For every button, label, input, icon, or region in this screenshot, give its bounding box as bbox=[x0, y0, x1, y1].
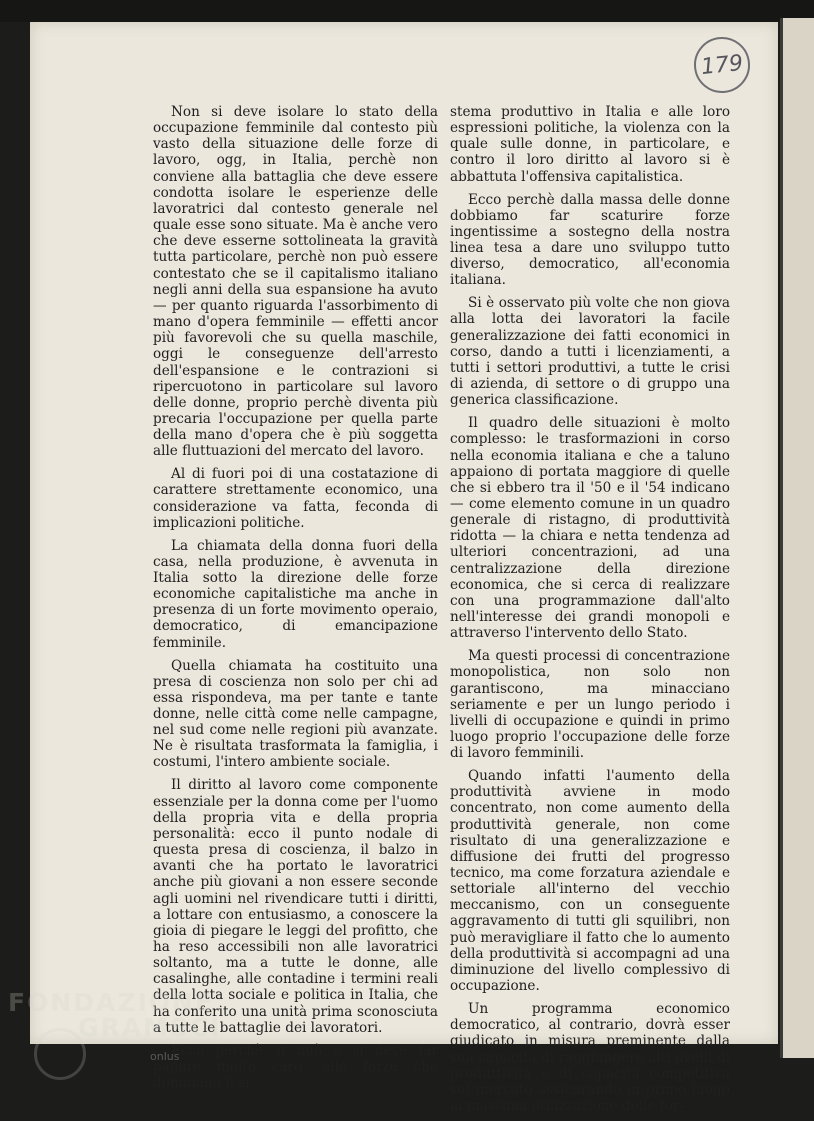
paragraph: Ecco perchè si può e si deve far pagare molto caro, alle forze che dominano il si- bbox=[153, 1042, 438, 1092]
watermark bbox=[8, 990, 222, 1040]
paragraph: Quella chiamata ha costituito una presa di coscienza non solo per chi ad essa rispondeva, ma per tante e tante donne, nelle città come nelle campagne, nel sud come nelle regioni più avanzate. Ne è risultata trasformata la famiglia, i costumi, l'intero ambiente sociale. bbox=[153, 657, 438, 771]
paragraph: Quando infatti l'aumento della produttività avviene in modo concentrato, non come aumento della produttività generale, non come risultato di una generalizzazione e diffusione dei frutti del progresso tecnico, ma come forzatura aziendale e settoriale all'interno del vecchio meccanismo, con un conseguente aggravamento di tutti gli squilibri, non può meravigliare il fatto che lo aumento della produttività si accompagni ad una diminuzione del livello complessivo di occupazione. bbox=[450, 768, 730, 995]
paragraph: Non si deve isolare lo stato della occupazione femminile dal contesto più vasto della situazione delle forze di lavoro, ogg, in Italia, perchè non conviene alla battaglia che deve essere condotta isolare le esperienze delle lavoratrici dal contesto generale nel quale esse sono situate. Ma è anche vero che deve esserne sottolineata la gravità tutta particolare, perchè non può essere contestato che se il capitalismo italiano negli anni della sua espansione ha avuto — per quanto riguarda l'assorbimento di mano d'opera femminile — effetti ancor più favorevoli che su quella maschile, oggi le conseguenze dell'arresto dell'espansione e le contrazioni si ripercuotono in particolare sul lavoro delle donne, proprio perchè diventa più precaria l'occupazione per quella parte della mano d'opera che è più soggetta alle fluttuazioni del mercato del lavoro. bbox=[153, 104, 438, 460]
scan-background bbox=[0, 0, 814, 22]
paragraph: Ecco perchè dalla massa delle donne dobbiamo far scaturire forze ingentissime a sostegno della nostra linea tesa a dare uno sviluppo tutto diverso, democratico, all'economia italiana. bbox=[450, 191, 730, 289]
paragraph: Un programma economico democratico, al contrario, dovrà esser giudicato in misura preminente dalla sua capacità di raggiungere alti livelli di produttività e di capacità competitiva sul mercato assicurando in primo luogo la massima utilizzazione delle for- bbox=[450, 1001, 730, 1114]
text-column-left bbox=[153, 104, 438, 1098]
paragraph: Il quadro delle situazioni è molto complesso: le trasformazioni in corso nella economia italiana e che a taluno appaiono di portata maggiore di quelle che si ebbero tra il '50 e il '54 indicano — come elemento comune in un quadro generale di ristagno, di produttività ridotta — la chiara e netta tendenza ad ulteriori concentrazioni, ad una centralizzazione della direzione economica, che si cerca di realizzare con una programmazione dall'alto nell'interesse dei grandi monopoli e attraverso l'intervento dello Stato. bbox=[450, 415, 730, 642]
paragraph: Si è osservato più volte che non giova alla lotta dei lavoratori la facile generalizzazione dei fatti economici in corso, dando a tutti i licenziamenti, a tutti i settori produttivi, a tutte le crisi di azienda, di settore o di gruppo una generica classificazione. bbox=[450, 295, 730, 409]
page-number-stamp: 179 bbox=[691, 34, 753, 96]
paragraph: Il diritto al lavoro come componente essenziale per la donna come per l'uomo della propria vita e della propria personalità: ecco il punto nodale di questa presa di coscienza, il balzo in avanti che ha portato le lavoratrici anche più giovani a non essere seconde agli uomini nel rivendicare tutti i diritti, a lottare con entusiasmo, a conoscere la gioia di piegare le leggi del profitto, che ha reso accessibili non alle lavoratrici soltanto, ma a tutte le donne, alle casalinghe, alle contadine i termini reali della lotta sociale e politica in Italia, che ha conferito una unità prima sconosciuta a tutte le battaglie dei lavoratori. bbox=[153, 777, 438, 1036]
watermark-line1: FONDAZIONE bbox=[8, 988, 215, 1017]
adjacent-page-edge bbox=[780, 18, 814, 1058]
watermark-suffix: onlus bbox=[150, 1050, 180, 1063]
watermark-line2: GRAMSCI bbox=[78, 1013, 222, 1042]
paragraph: La chiamata della donna fuori della casa, nella produzione, è avvenuta in Italia sotto la direzione delle forze economiche capitalistiche ma anche in presenza di un forte movimento operaio, democratico, di emancipazione femminile. bbox=[153, 537, 438, 651]
text-column-right bbox=[450, 104, 730, 1121]
paragraph: Al di fuori poi di una costatazione di carattere strettamente economico, una considerazione va fatta, feconda di implicazioni politiche. bbox=[153, 466, 438, 531]
paragraph: Ma questi processi di concentrazione monopolistica, non solo non garantiscono, ma minacciano seriamente e per un lungo periodo i livelli di occupazione e quindi in primo luogo proprio l'occupazione delle forze di lavoro femminili. bbox=[450, 648, 730, 762]
paragraph-continuation: stema produttivo in Italia e alle loro espressioni politiche, la violenza con la quale sulle donne, in particolare, e contro il loro diritto al lavoro si è abbattuta l'offensiva capitalistica. bbox=[450, 104, 730, 185]
